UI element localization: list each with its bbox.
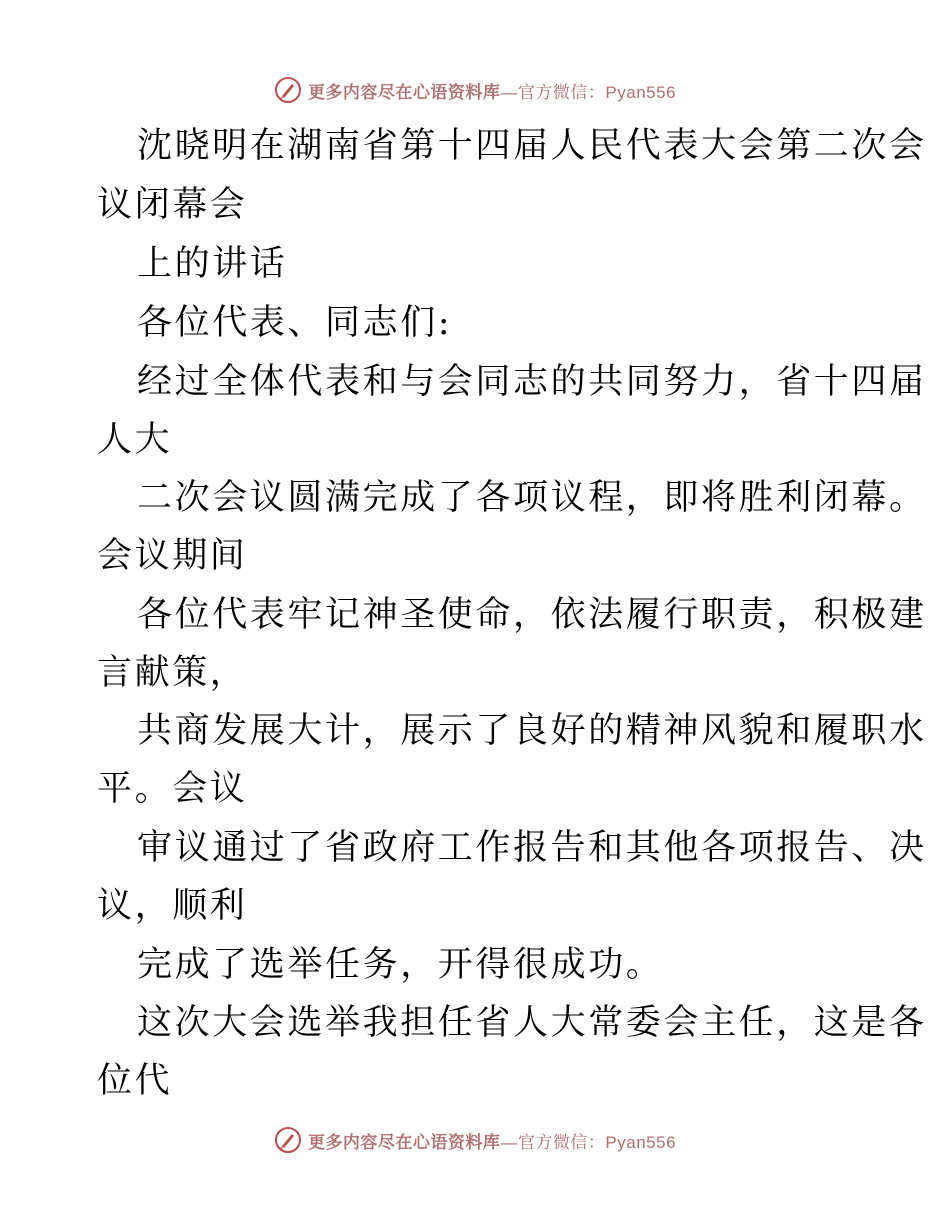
text-line: 各位代表牢记神圣使命，依法履行职责，积极建 [137,595,927,635]
text-line: 平。会议 [97,769,248,809]
header-watermark [0,70,950,110]
watermark-prefix: 更多内容尽在心语资料库 [307,82,501,103]
text-line: 人大 [97,420,173,460]
text-line: 各位代表、同志们: [137,303,453,343]
text-line: 上的讲话 [137,244,288,284]
text-line: 经过全体代表和与会同志的共同努力，省十四届 [137,362,927,402]
text-line: 二次会议圆满完成了各项议程，即将胜利闭幕。 [137,478,927,518]
text-line: 议闭幕会 [97,185,248,225]
text-line: 沈晓明在湖南省第十四届人民代表大会第二次会 [137,126,927,166]
text-line: 这次大会选举我担任省人大常委会主任，这是各 [137,1003,927,1043]
text-line: 完成了选举任务，开得很成功。 [137,945,664,985]
text-line: 共商发展大计，展示了良好的精神风貌和履职水 [137,711,927,751]
quill-pen-logo-icon [274,76,302,104]
watermark-suffix: —官方微信：Pyan556 [500,82,677,102]
watermark-suffix: —官方微信：Pyan556 [500,1132,677,1152]
text-line: 议，顺利 [97,886,248,926]
text-line: 位代 [97,1061,173,1101]
text-line: 言献策， [97,653,248,693]
text-line: 会议期间 [97,536,248,576]
watermark-prefix: 更多内容尽在心语资料库 [307,1132,501,1153]
quill-pen-logo-icon [274,1126,302,1154]
text-line: 审议通过了省政府工作报告和其他各项报告、决 [137,828,927,868]
footer-watermark [0,1120,950,1160]
